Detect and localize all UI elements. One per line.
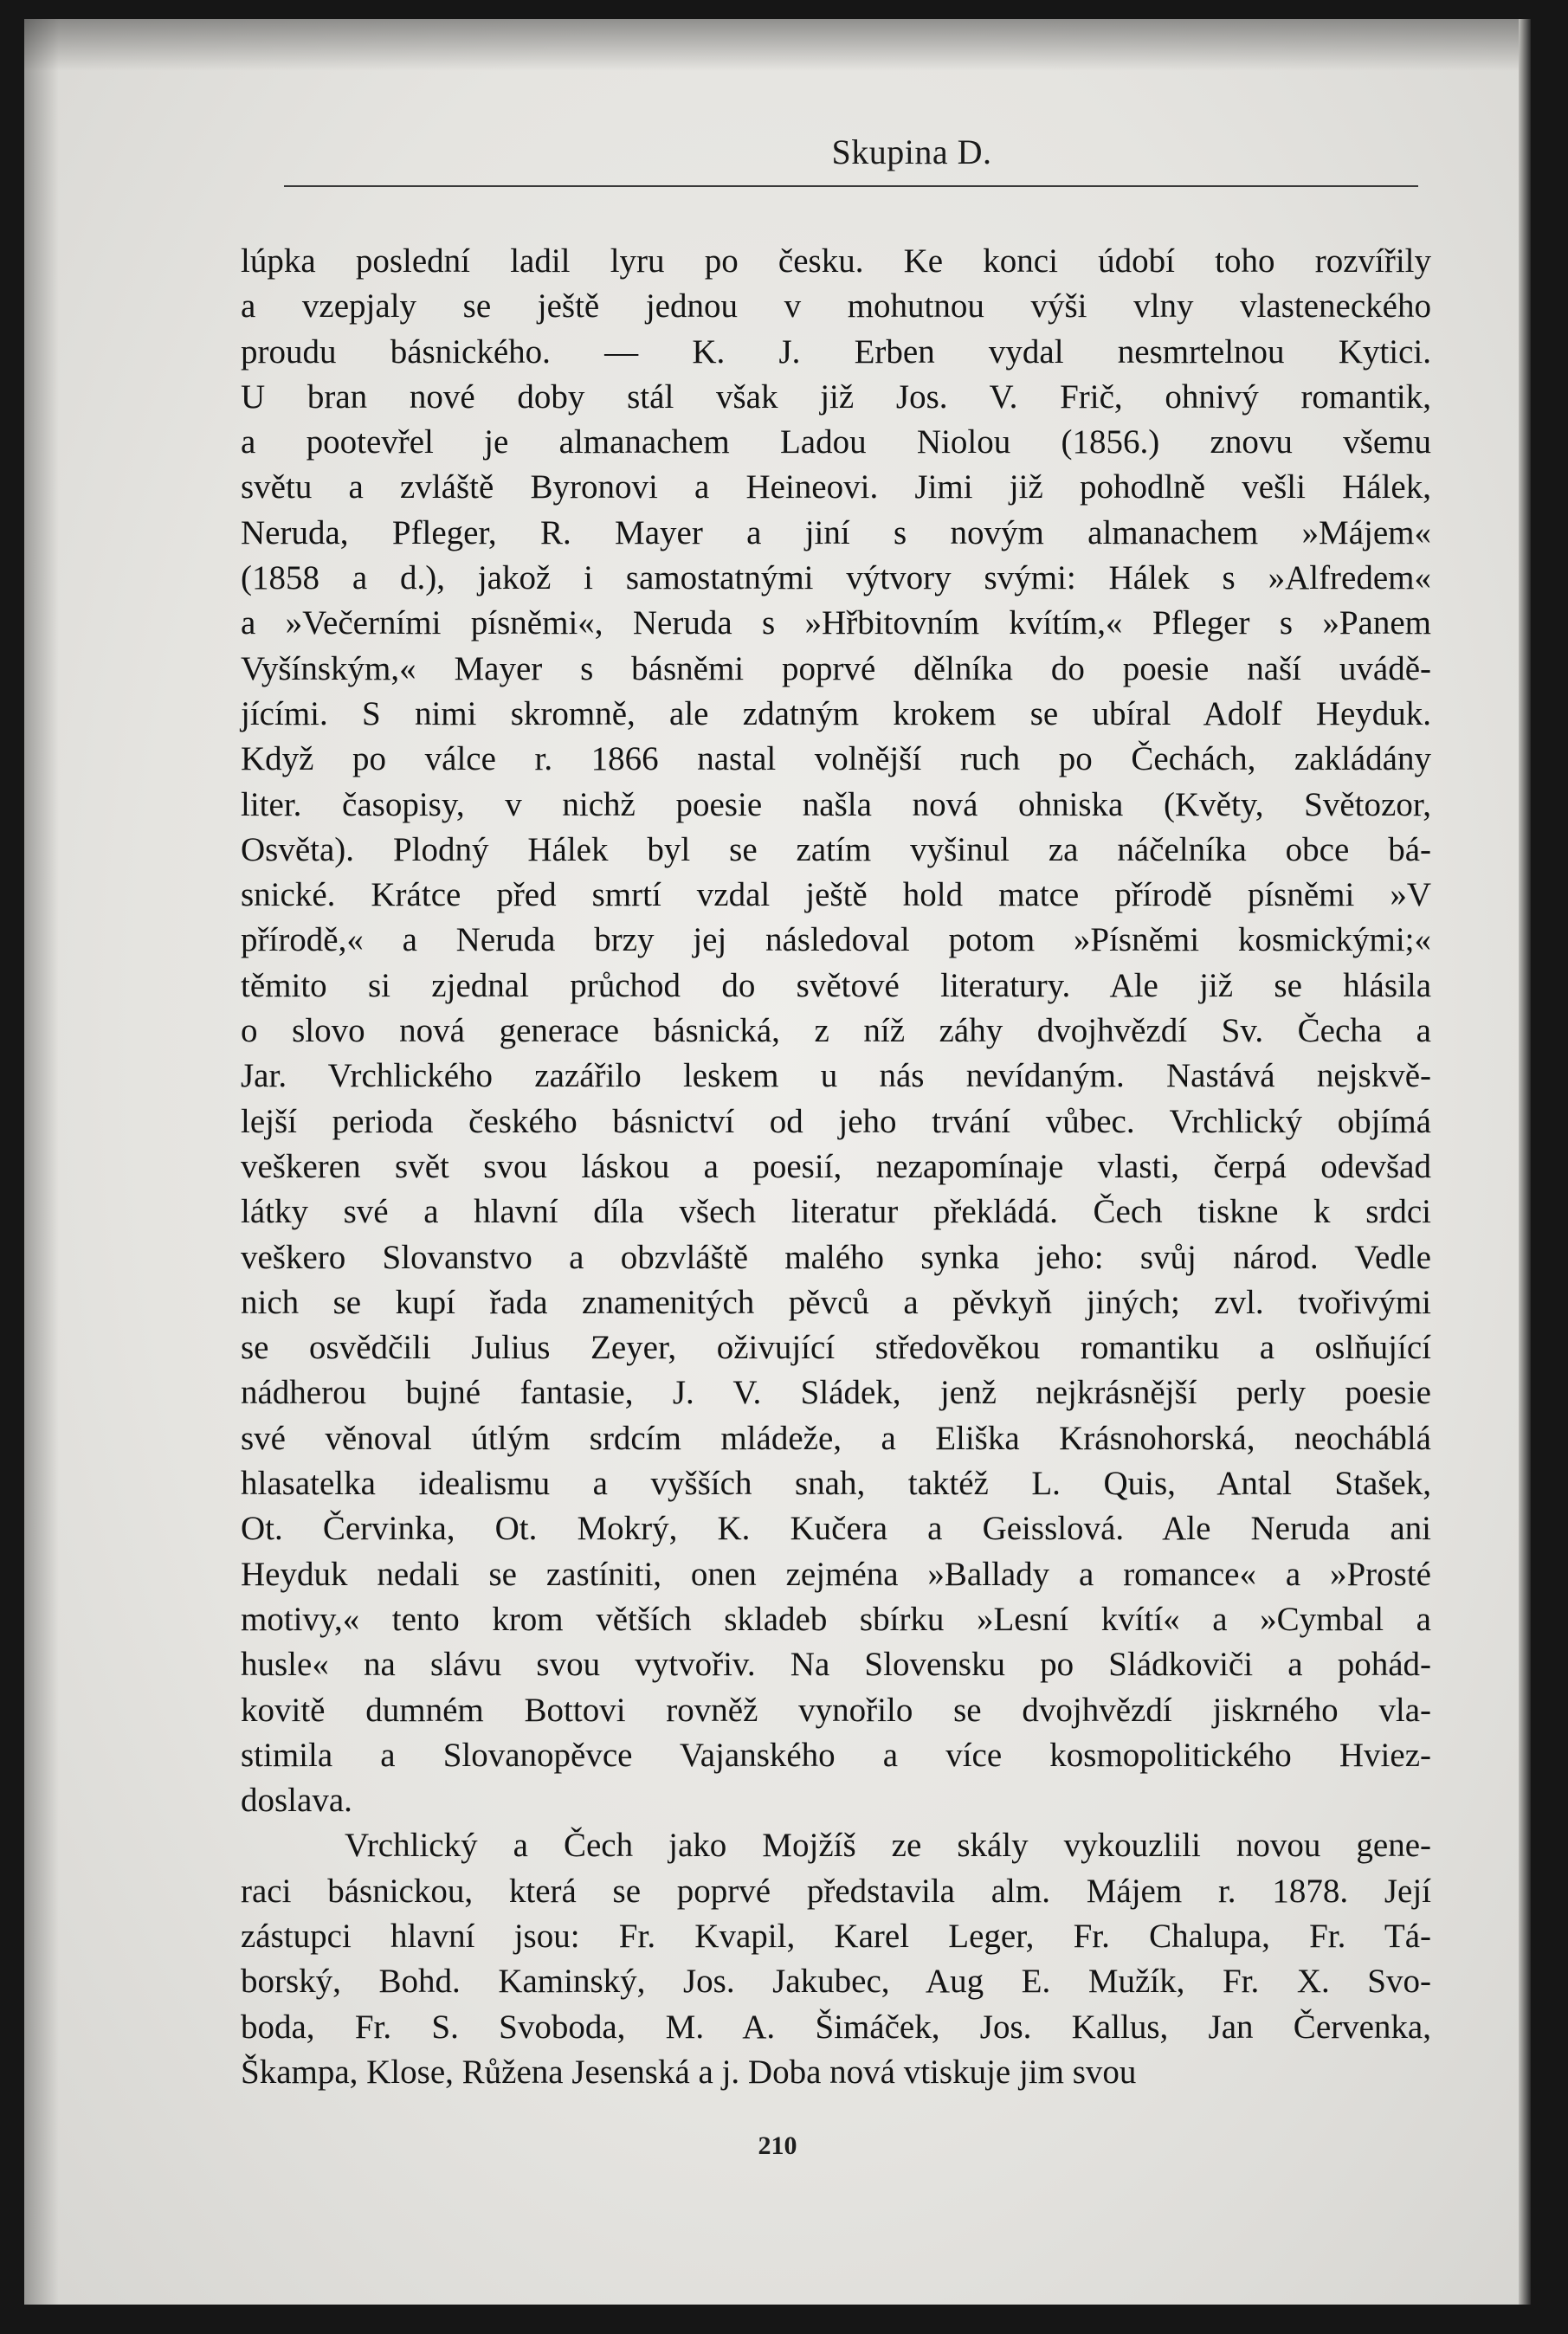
text-line: Jar. Vrchlického zazářilo leskem u nás nevídaným. Nastává nejskvě- [241,1057,1431,1095]
running-head: Skupina D. [831,132,992,171]
text-line: zástupci hlavní jsou: Fr. Kvapil, Karel Leger, Fr. Chalupa, Fr. Tá- [241,1917,1431,1955]
page-header [284,132,1410,172]
scan-shadow-left [24,19,59,2305]
text-line: veškero Slovanstvo a obzvláště malého synka jeho: svůj národ. Vedle [241,1238,1431,1276]
header-rule [284,185,1418,187]
text-line: světu a zvláště Byronovi a Heineovi. Jimi již pohodlně vešli Hálek, [241,468,1431,506]
text-line: Ot. Červinka, Ot. Mokrý, K. Kučera a Geisslová. Ale Neruda ani [241,1510,1431,1548]
text-line: se osvědčili Julius Zeyer, oživující středověkou romantiku a oslňující [241,1329,1431,1367]
text-line: boda, Fr. S. Svoboda, M. A. Šimáček, Jos. Kallus, Jan Červenka, [241,2008,1431,2046]
text-line: veškeren svět svou láskou a poesií, nezapomínaje vlasti, čerpá odevšad [241,1147,1431,1185]
paragraph [241,1823,1431,2095]
text-line: raci básnickou, která se poprvé představila alm. Májem r. 1878. Její [241,1872,1431,1910]
text-line: přírodě,« a Neruda brzy jej následoval potom »Písněmi kosmickými;« [241,921,1431,959]
text-line: (1858 a d.), jakož i samostatnými výtvory svými: Hálek s »Alfredem« [241,559,1431,597]
text-line: Vyšínským,« Mayer s básněmi poprvé dělníka do poesie naší uvádě- [241,649,1431,687]
text-line: a pootevřel je almanachem Ladou Niolou (1856.) znovu všemu [241,423,1431,461]
text-line: motivy,« tento krom větších skladeb sbírku »Lesní kvítí« a »Cymbal a [241,1600,1431,1638]
text-line: látky své a hlavní díla všech literatur překládá. Čech tiskne k srdci [241,1193,1431,1231]
text-line: lejší perioda českého básnictví od jeho trvání vůbec. Vrchlický objímá [241,1102,1431,1140]
text-line: hlasatelka idealismu a vyšších snah, taktéž L. Quis, Antal Stašek, [241,1465,1431,1503]
book-page [24,19,1531,2305]
text-line: snické. Krátce před smrtí vzdal ještě hold matce přírodě písněmi »V [241,876,1431,914]
text-line: doslava. [241,1782,352,1820]
text-line: borský, Bohd. Kaminský, Jos. Jakubec, Aug E. Mužík, Fr. X. Svo- [241,1963,1431,2001]
scan-edge-right [1519,19,1531,2305]
text-line: a vzepjaly se ještě jednou v mohutnou výši vlny vlasteneckého [241,287,1431,326]
body-text [241,239,1431,2095]
text-line: lúpka poslední ladil lyru po česku. Ke konci údobí toho rozvířily [241,242,1431,280]
text-line: proudu básnického. — K. J. Erben vydal nesmrtelnou Kytici. [241,332,1431,371]
text-line: Vrchlický a Čech jako Mojžíš ze skály vykouzlili novou gene- [345,1827,1431,1865]
text-line: Osvěta). Plodný Hálek byl se zatím vyšinul za náčelníka obce bá- [241,830,1431,868]
text-line: Heyduk nedali se zastíniti, onen zejména »Ballady a romance« a »Prosté [241,1555,1431,1593]
text-line: nich se kupí řada znamenitých pěvců a pěvkyň jiných; zvl. tvořivými [241,1283,1431,1321]
text-line: nádherou bujné fantasie, J. V. Sládek, jenž nejkrásnější perly poesie [241,1374,1431,1412]
text-line: o slovo nová generace básnická, z níž záhy dvojhvězdí Sv. Čecha a [241,1012,1431,1050]
text-line: a »Večerními písněmi«, Neruda s »Hřbitovním kvítím,« Pfleger s »Panem [241,604,1431,642]
text-line: U bran nové doby stál však již Jos. V. Frič, ohnivý romantik, [241,377,1431,416]
paragraph [241,239,1431,1823]
scan-shadow-top [24,19,1531,71]
text-line: své věnoval útlým srdcím mládeže, a Eliška Krásnohorská, neocháblá [241,1419,1431,1457]
page-number: 210 [758,2131,797,2160]
text-line: Neruda, Pfleger, R. Mayer a jiní s novým almanachem »Májem« [241,513,1431,551]
text-line: těmito si zjednal průchod do světové literatury. Ale již se hlásila [241,966,1431,1004]
text-line: kovitě dumném Bottovi rovněž vynořilo se dvojhvězdí jiskrného vla- [241,1691,1431,1729]
text-line: Škampa, Klose, Růžena Jesenská a j. Doba nová vtiskuje jim svou [241,2053,1137,2091]
text-line: husle« na slávu svou vytvořiv. Na Slovensku po Sládkoviči a pohád- [241,1646,1431,1684]
text-line: Když po válce r. 1866 nastal volnější ruch po Čechách, zakládány [241,740,1431,778]
text-line: jícími. S nimi skromně, ale zdatným krokem se ubíral Adolf Heyduk. [241,694,1431,732]
text-line: liter. časopisy, v nichž poesie našla nová ohniska (Květy, Světozor, [241,785,1431,823]
text-line: stimila a Slovanopěvce Vajanského a více kosmopolitického Hviez- [241,1736,1431,1774]
